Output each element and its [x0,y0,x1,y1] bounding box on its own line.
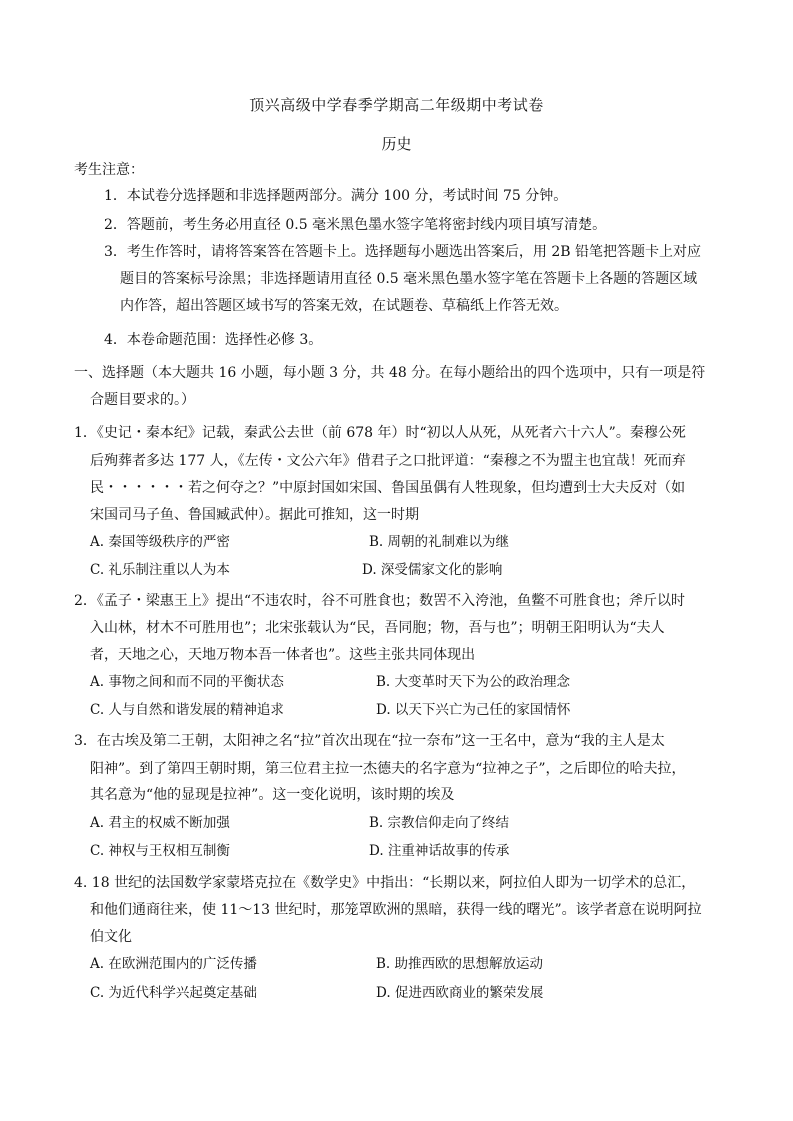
question-1-line-3: 民・・・・・・若之何夺之？”中原封国如宋国、鲁国虽偶有人牲现象，但均遭到士大夫反对（如 [90,480,686,496]
question-2-option-a[interactable]: A. 事物之间和而不同的平衡状态 [90,674,284,690]
question-2-option-b[interactable]: B. 大变革时天下为公的政治理念 [376,674,571,690]
question-4-line-3: 伯文化 [90,929,132,945]
question-4-line-2: 和他们通商往来，使 11～13 世纪时，那笼罩欧洲的黑暗，获得一线的曙光”。该学者意在说明阿拉 [90,902,702,918]
question-3-option-a[interactable]: A. 君主的权威不断加强 [90,815,230,831]
notice-item-3-line-2: 题目的答案标号涂黑；非选择题请用直径 0.5 毫米黑色墨水签字笔在答题卡上各题的答题区域 [120,271,698,287]
question-4-option-d[interactable]: D. 促进西欧商业的繁荣发展 [376,985,544,1001]
question-1-option-c[interactable]: C. 礼乐制注重以人为本 [90,562,230,578]
question-3-option-d[interactable]: D. 注重神话故事的传承 [369,843,510,859]
question-1-option-a[interactable]: A. 秦国等级秩序的严密 [90,534,230,550]
notice-item-1: 1．本试卷分选择题和非选择题两部分。满分 100 分，考试时间 75 分钟。 [104,188,568,204]
question-1-line-1: 1．《史记・秦本纪》记载，秦武公去世（前 678 年）时“初以人从死，从死者六十六人”。秦穆公死 [74,425,686,441]
question-1-option-b[interactable]: B. 周朝的礼制难以为继 [369,534,510,550]
question-4-option-b[interactable]: B. 助推西欧的思想解放运动 [376,956,544,972]
exam-subject: 历史 [381,135,412,153]
question-2-option-c[interactable]: C. 人与自然和谐发展的精神追求 [90,702,284,718]
question-3-option-c[interactable]: C. 神权与王权相互制衡 [90,843,230,859]
question-2-line-1: 2．《孟子・梁惠王上》提出“不违农时，谷不可胜食也；数罟不入洿池，鱼鳖不可胜食也；斧斤以时 [74,593,686,609]
notice-heading: 考生注意： [74,162,144,178]
question-3-line-2: 阳神”。到了第四王朝时期，第三位君主拉一杰德夫的名字意为“拉神之子”，之后即位的哈夫拉， [90,761,686,777]
exam-title: 顶兴高级中学春季学期高二年级期中考试卷 [249,96,544,114]
notice-item-2: 2．答题前，考生务必用直径 0.5 毫米黑色墨水签字笔将密封线内项目填写清楚。 [104,217,607,233]
notice-item-4: 4．本卷命题范围：选择性必修 3。 [104,332,323,348]
question-3-option-b[interactable]: B. 宗教信仰走向了终结 [369,815,510,831]
question-2-line-3: 者，天地之心，天地万物本吾一体者也”。这些主张共同体现出 [90,647,476,663]
question-2-option-d[interactable]: D. 以天下兴亡为己任的家国情怀 [376,702,571,718]
question-1-option-d[interactable]: D. 深受儒家文化的影响 [362,562,503,578]
notice-item-3-line-3: 内作答，超出答题区域书写的答案无效，在试题卷、草稿纸上作答无效。 [120,298,568,314]
section-heading-line-2: 合题目要求的。） [90,392,195,408]
section-heading-line-1: 一、选择题（本大题共 16 小题，每小题 3 分，共 48 分。在每小题给出的四个选项中，只有一项是符 [74,365,706,381]
question-3-line-1: 3．在古埃及第二王朝，太阳神之名“拉”首次出现在“拉一奈布”这一王名中，意为“我的主人是太 [74,733,665,749]
question-1-line-2: 后殉葬者多达 177 人，《左传・文公六年》借君子之口批评道：“秦穆之不为盟主也宜哉！死而弃 [90,453,686,469]
notice-item-3-line-1: 3．考生作答时，请将答案答在答题卡上。选择题每小题选出答案后，用 2B 铅笔把答题卡上对应 [104,244,702,260]
question-4-option-c[interactable]: C. 为近代科学兴起奠定基础 [90,985,257,1001]
question-4-option-a[interactable]: A. 在欧洲范围内的广泛传播 [90,956,257,972]
question-4-line-1: 4. 18 世纪的法国数学家蒙塔克拉在《数学史》中指出：“长期以来，阿拉伯人即为一切学术的总汇， [74,875,696,891]
question-2-line-2: 入山林，材木不可胜用也”；北宋张载认为“民，吾同胞；物，吾与也”；明朝王阳明认为“夫人 [90,620,665,636]
question-1-line-4: 宋国司马子鱼、鲁国臧武仲）。据此可推知，这一时期 [90,507,419,523]
question-3-line-3: 其名意为“他的显现是拉神”。这一变化说明，该时期的埃及 [90,787,455,803]
